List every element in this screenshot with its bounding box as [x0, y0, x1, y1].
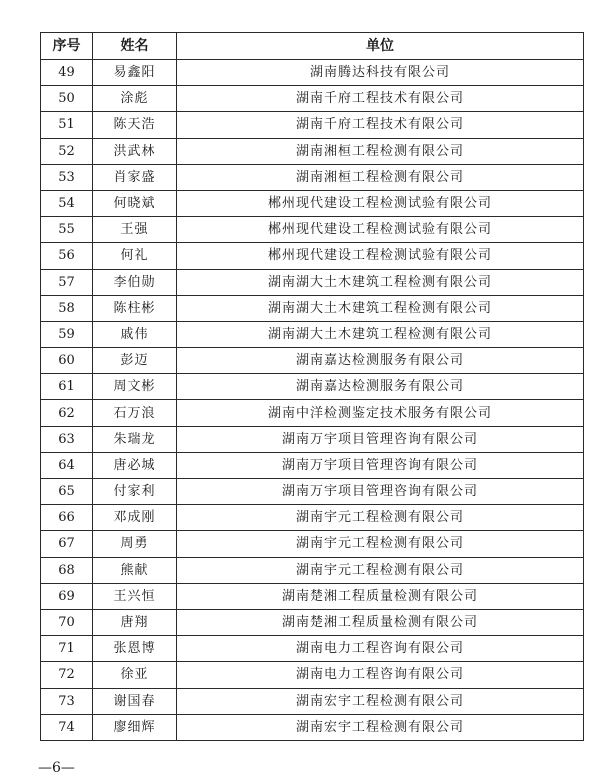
row-index: 52 — [41, 138, 93, 164]
row-unit: 郴州现代建设工程检测试验有限公司 — [177, 217, 584, 243]
row-name: 徐亚 — [93, 662, 177, 688]
row-unit: 湖南万宇项目管理咨询有限公司 — [177, 452, 584, 478]
row-index: 71 — [41, 636, 93, 662]
row-unit: 湖南宇元工程检测有限公司 — [177, 505, 584, 531]
row-name: 涂彪 — [93, 86, 177, 112]
table-row — [41, 583, 584, 609]
row-name: 谢国春 — [93, 688, 177, 714]
row-name: 熊献 — [93, 557, 177, 583]
row-index: 74 — [41, 714, 93, 740]
row-name: 朱瑞龙 — [93, 426, 177, 452]
row-unit: 湖南宏宇工程检测有限公司 — [177, 688, 584, 714]
row-index: 50 — [41, 86, 93, 112]
header-name: 姓名 — [93, 33, 177, 60]
row-unit: 湖南万宇项目管理咨询有限公司 — [177, 426, 584, 452]
row-unit: 湖南湘桓工程检测有限公司 — [177, 138, 584, 164]
row-index: 49 — [41, 60, 93, 86]
row-unit: 湖南嘉达检测服务有限公司 — [177, 348, 584, 374]
table-row — [41, 505, 584, 531]
table-row — [41, 714, 584, 740]
row-index: 63 — [41, 426, 93, 452]
row-index: 69 — [41, 583, 93, 609]
row-unit: 湖南湖大土木建筑工程检测有限公司 — [177, 295, 584, 321]
row-unit: 湖南湖大土木建筑工程检测有限公司 — [177, 321, 584, 347]
header-unit: 单位 — [177, 33, 584, 60]
row-index: 54 — [41, 190, 93, 216]
row-unit: 湖南电力工程咨询有限公司 — [177, 662, 584, 688]
table-row — [41, 426, 584, 452]
row-name: 王强 — [93, 217, 177, 243]
row-name: 彭迈 — [93, 348, 177, 374]
table-row — [41, 60, 584, 86]
row-index: 68 — [41, 557, 93, 583]
table-row — [41, 138, 584, 164]
row-index: 62 — [41, 400, 93, 426]
row-index: 59 — [41, 321, 93, 347]
row-unit: 湖南千府工程技术有限公司 — [177, 112, 584, 138]
table-row — [41, 400, 584, 426]
row-index: 73 — [41, 688, 93, 714]
table-row — [41, 112, 584, 138]
header-index: 序号 — [41, 33, 93, 60]
table-row — [41, 557, 584, 583]
row-name: 唐翔 — [93, 609, 177, 635]
row-unit: 郴州现代建设工程检测试验有限公司 — [177, 190, 584, 216]
row-index: 72 — [41, 662, 93, 688]
row-unit: 湖南电力工程咨询有限公司 — [177, 636, 584, 662]
table-row — [41, 374, 584, 400]
table-row — [41, 86, 584, 112]
row-unit: 湖南湖大土木建筑工程检测有限公司 — [177, 269, 584, 295]
row-name: 石万浪 — [93, 400, 177, 426]
row-name: 唐必城 — [93, 452, 177, 478]
table-row — [41, 217, 584, 243]
row-unit: 湖南宏宇工程检测有限公司 — [177, 714, 584, 740]
row-name: 王兴恒 — [93, 583, 177, 609]
table-row — [41, 348, 584, 374]
row-name: 张恩博 — [93, 636, 177, 662]
row-index: 67 — [41, 531, 93, 557]
table-row — [41, 190, 584, 216]
row-name: 廖细辉 — [93, 714, 177, 740]
row-index: 66 — [41, 505, 93, 531]
table-row — [41, 479, 584, 505]
table-row — [41, 531, 584, 557]
row-index: 70 — [41, 609, 93, 635]
row-index: 56 — [41, 243, 93, 269]
row-name: 肖家盛 — [93, 164, 177, 190]
row-index: 65 — [41, 479, 93, 505]
row-name: 邓成刚 — [93, 505, 177, 531]
row-index: 55 — [41, 217, 93, 243]
row-name: 陈天浩 — [93, 112, 177, 138]
document-page — [40, 32, 583, 741]
page-number: —6— — [38, 760, 75, 776]
table-row — [41, 243, 584, 269]
row-unit: 湖南楚湘工程质量检测有限公司 — [177, 609, 584, 635]
row-name: 何礼 — [93, 243, 177, 269]
row-name: 周文彬 — [93, 374, 177, 400]
row-name: 戚伟 — [93, 321, 177, 347]
row-index: 57 — [41, 269, 93, 295]
row-unit: 湖南嘉达检测服务有限公司 — [177, 374, 584, 400]
row-index: 60 — [41, 348, 93, 374]
table-row — [41, 688, 584, 714]
table-row — [41, 321, 584, 347]
row-name: 李伯勋 — [93, 269, 177, 295]
row-index: 61 — [41, 374, 93, 400]
table-row — [41, 269, 584, 295]
row-index: 58 — [41, 295, 93, 321]
table-row — [41, 295, 584, 321]
row-unit: 湖南宇元工程检测有限公司 — [177, 557, 584, 583]
row-unit: 湖南千府工程技术有限公司 — [177, 86, 584, 112]
row-index: 51 — [41, 112, 93, 138]
row-unit: 湖南楚湘工程质量检测有限公司 — [177, 583, 584, 609]
personnel-table — [40, 32, 584, 741]
row-name: 付家利 — [93, 479, 177, 505]
row-unit: 湖南湘桓工程检测有限公司 — [177, 164, 584, 190]
table-row — [41, 662, 584, 688]
row-unit: 湖南腾达科技有限公司 — [177, 60, 584, 86]
table-row — [41, 636, 584, 662]
row-unit: 湖南中洋检测鉴定技术服务有限公司 — [177, 400, 584, 426]
row-unit: 湖南宇元工程检测有限公司 — [177, 531, 584, 557]
row-name: 洪武林 — [93, 138, 177, 164]
table-header-row — [41, 33, 584, 60]
row-index: 53 — [41, 164, 93, 190]
row-name: 陈柱彬 — [93, 295, 177, 321]
table-row — [41, 609, 584, 635]
row-unit: 郴州现代建设工程检测试验有限公司 — [177, 243, 584, 269]
row-name: 周勇 — [93, 531, 177, 557]
table-row — [41, 164, 584, 190]
row-name: 易鑫阳 — [93, 60, 177, 86]
row-unit: 湖南万宇项目管理咨询有限公司 — [177, 479, 584, 505]
table-row — [41, 452, 584, 478]
row-name: 何晓斌 — [93, 190, 177, 216]
row-index: 64 — [41, 452, 93, 478]
